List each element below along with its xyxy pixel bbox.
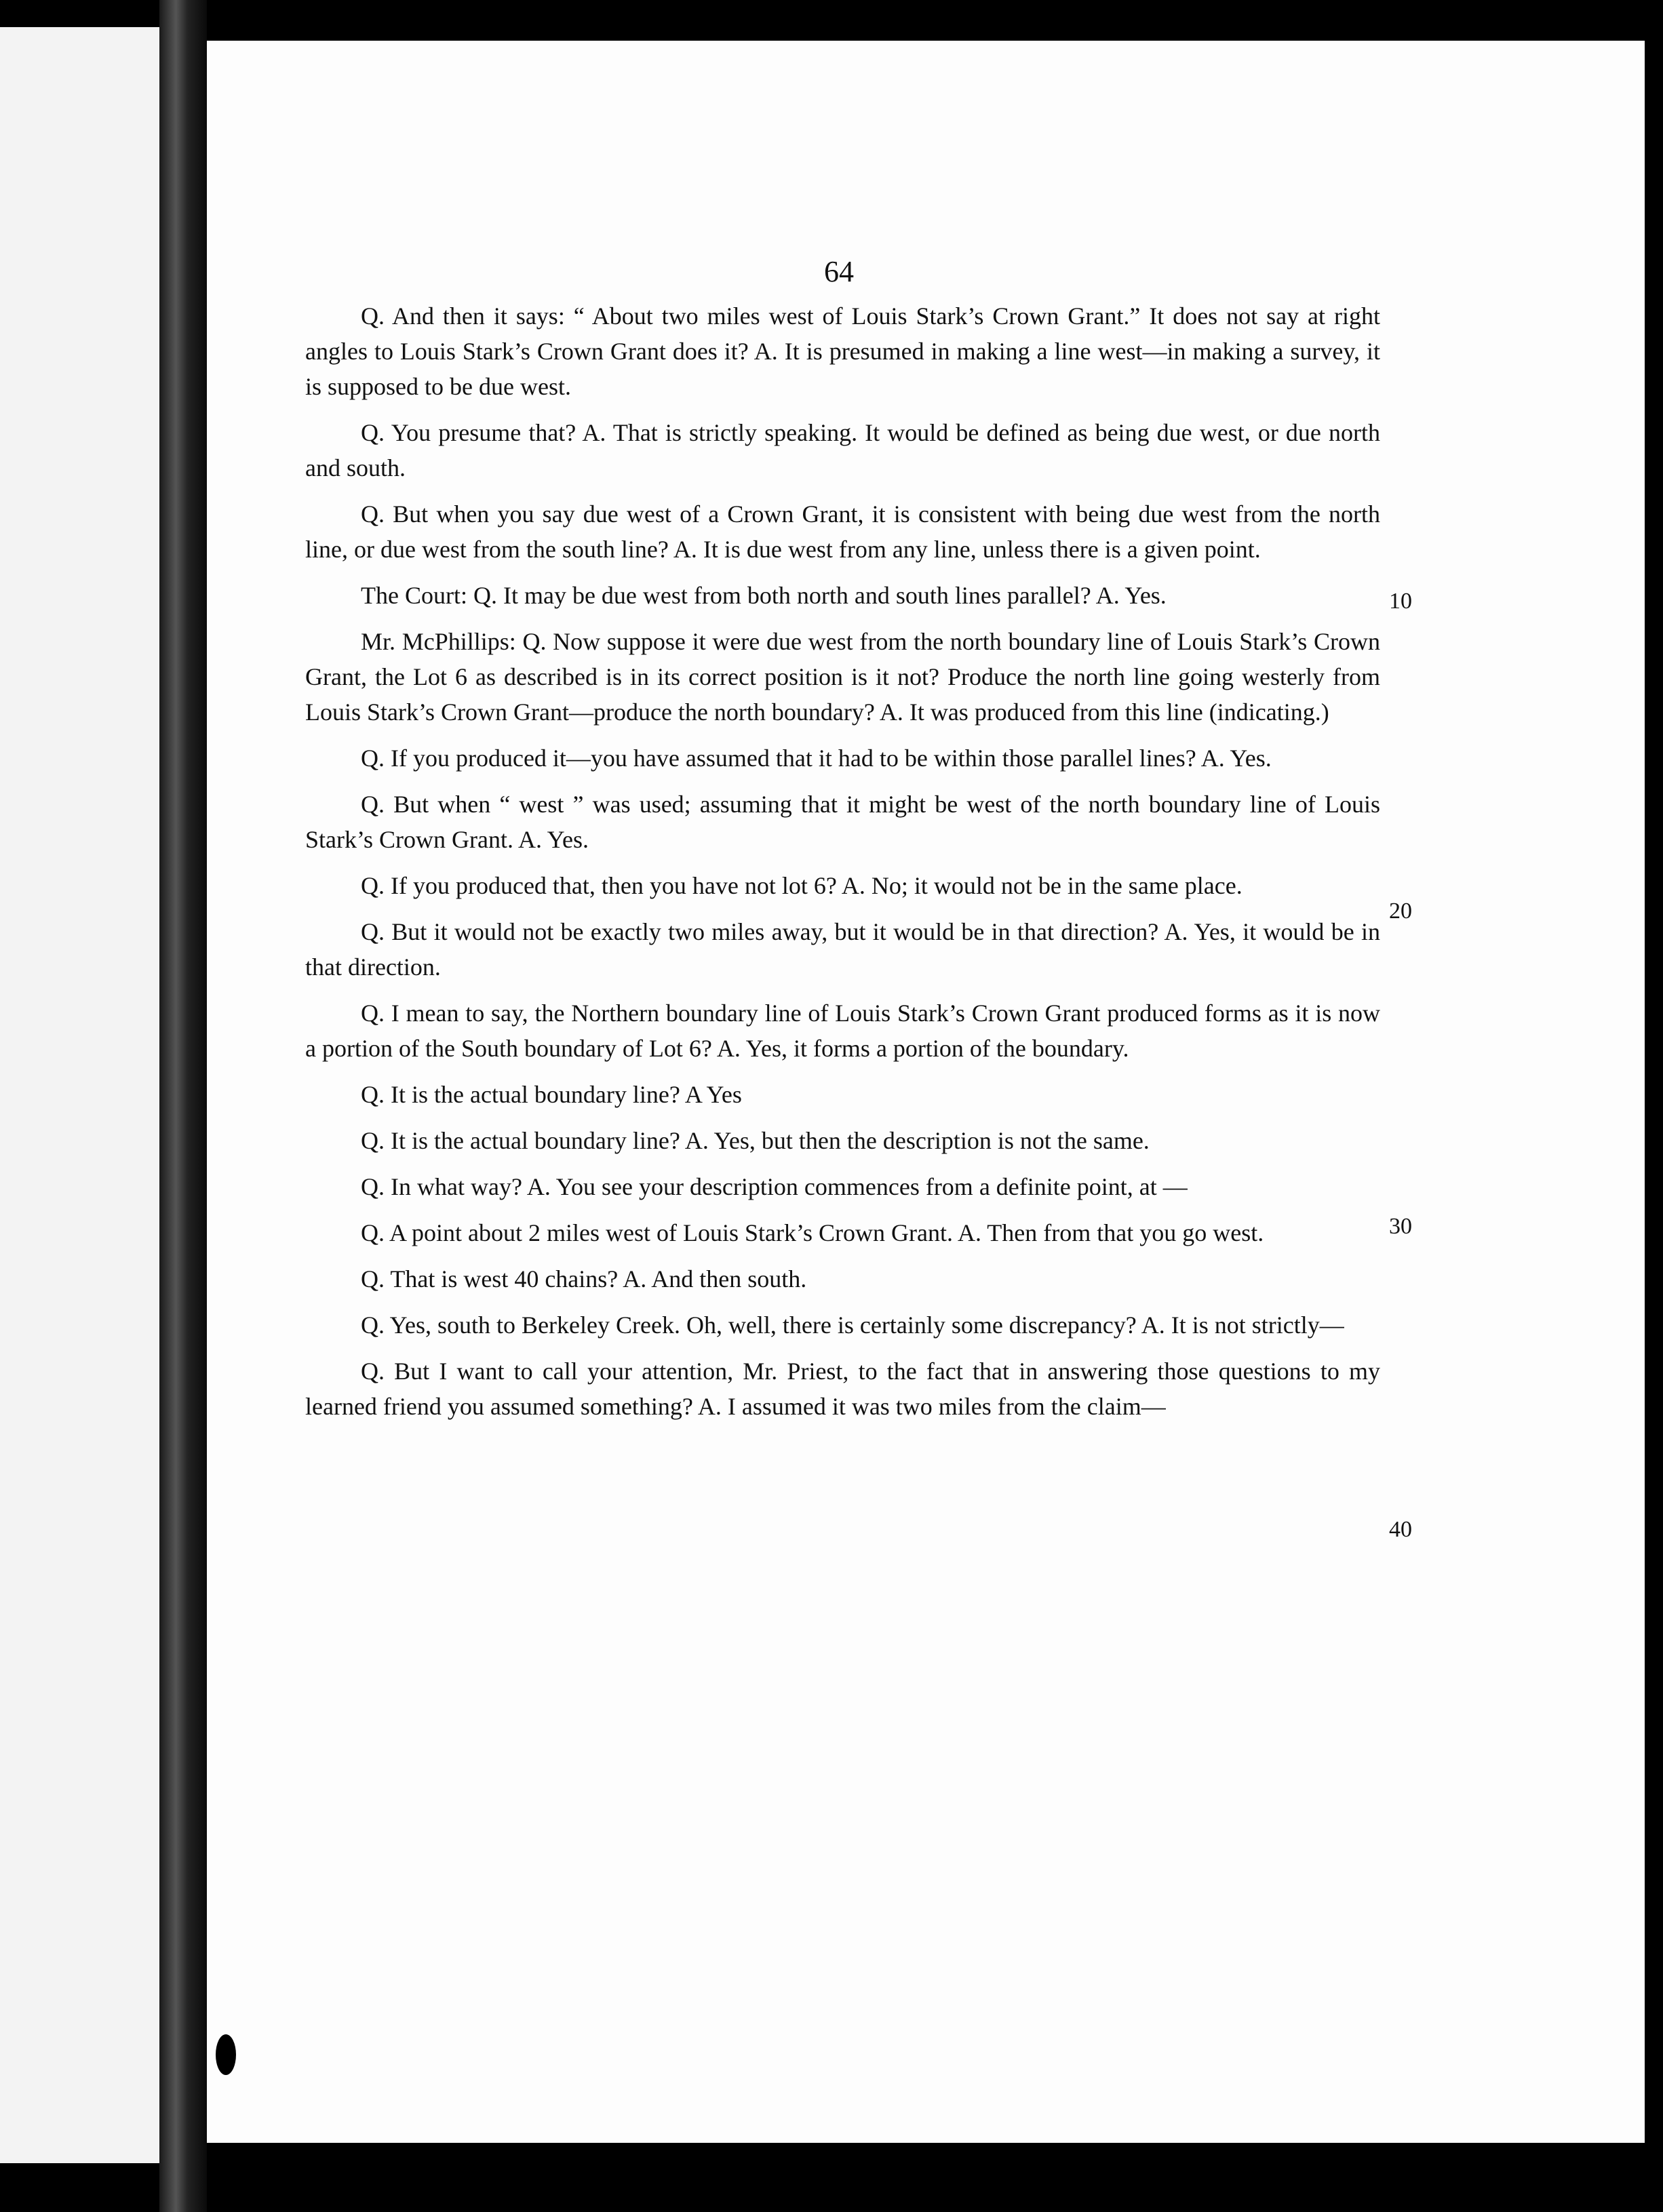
paragraph-9: Q. But it would not be exactly two miles away, but it would be in that direction? A. Yes, it would be in that direction. <box>305 918 1380 981</box>
line-marker-20: 20 <box>1389 898 1412 924</box>
paragraph-1: Q. And then it says: “ About two miles west of Louis Stark’s Crown Grant.” It does not say at right angles to Louis Stark’s Crown Grant does it? A. It is presumed in making a line west—in making a survey, it is supposed to be due west. <box>305 302 1380 400</box>
paragraph-7: Q. But when “ west ” was used; assuming that it might be west of the north boundary line of Louis Stark’s Crown Grant. A. Yes. <box>305 791 1380 853</box>
paragraph-3: Q. But when you say due west of a Crown Grant, it is consistent with being due west from the north line, or due west from the south line? A. It is due west from any line, unless there is a given point. <box>305 500 1380 563</box>
line-marker-40: 40 <box>1389 1517 1412 1542</box>
paragraph-13: Q. In what way? A. You see your description commences from a definite point, at — <box>361 1173 1188 1200</box>
paragraph-4: The Court: Q. It may be due west from both north and south lines parallel? A. Yes. <box>361 582 1167 609</box>
paragraph-5: Mr. McPhillips: Q. Now suppose it were due west from the north boundary line of Louis Stark’s Crown Grant, the Lot 6 as described is in its correct position is it not? Produce the north line going westerly from Louis Stark’s Crown Grant—produce the north boundary? A. It was produced from this line (indicating.) <box>305 628 1380 726</box>
paragraph-12: Q. It is the actual boundary line? A. Yes, but then the description is not the same. <box>361 1127 1150 1154</box>
paragraph-2: Q. You presume that? A. That is strictly speaking. It would be defined as being due west, or due north and south. <box>305 419 1380 481</box>
scan-smudge <box>216 2034 236 2075</box>
paragraph-10: Q. I mean to say, the Northern boundary line of Louis Stark’s Crown Grant produced forms as it is now a portion of the South boundary of Lot 6? A. Yes, it forms a portion of the boundary. <box>305 1000 1380 1062</box>
paragraph-8: Q. If you produced that, then you have not lot 6? A. No; it would not be in the same place. <box>361 872 1243 899</box>
previous-page-edge <box>0 27 159 2163</box>
paragraph-17: Q. But I want to call your attention, Mr. Priest, to the fact that in answering those questions to my learned friend you assumed something? A. I assumed it was two miles from the claim— <box>305 1358 1380 1420</box>
line-marker-30: 30 <box>1389 1214 1412 1239</box>
paragraph-11: Q. It is the actual boundary line? A Yes <box>361 1081 742 1108</box>
paragraph-16: Q. Yes, south to Berkeley Creek. Oh, well, there is certainly some discrepancy? A. It is not strictly— <box>361 1311 1344 1339</box>
line-marker-10: 10 <box>1389 589 1412 614</box>
paragraph-15: Q. That is west 40 chains? A. And then south. <box>361 1265 807 1292</box>
page-number: 64 <box>824 255 854 288</box>
paragraph-14: Q. A point about 2 miles west of Louis Stark’s Crown Grant. A. Then from that you go west. <box>361 1219 1264 1246</box>
testimony-text <box>305 298 1380 1435</box>
paragraph-6: Q. If you produced it—you have assumed that it had to be within those parallel lines? A. Yes. <box>361 745 1272 772</box>
book-gutter <box>159 0 207 2212</box>
